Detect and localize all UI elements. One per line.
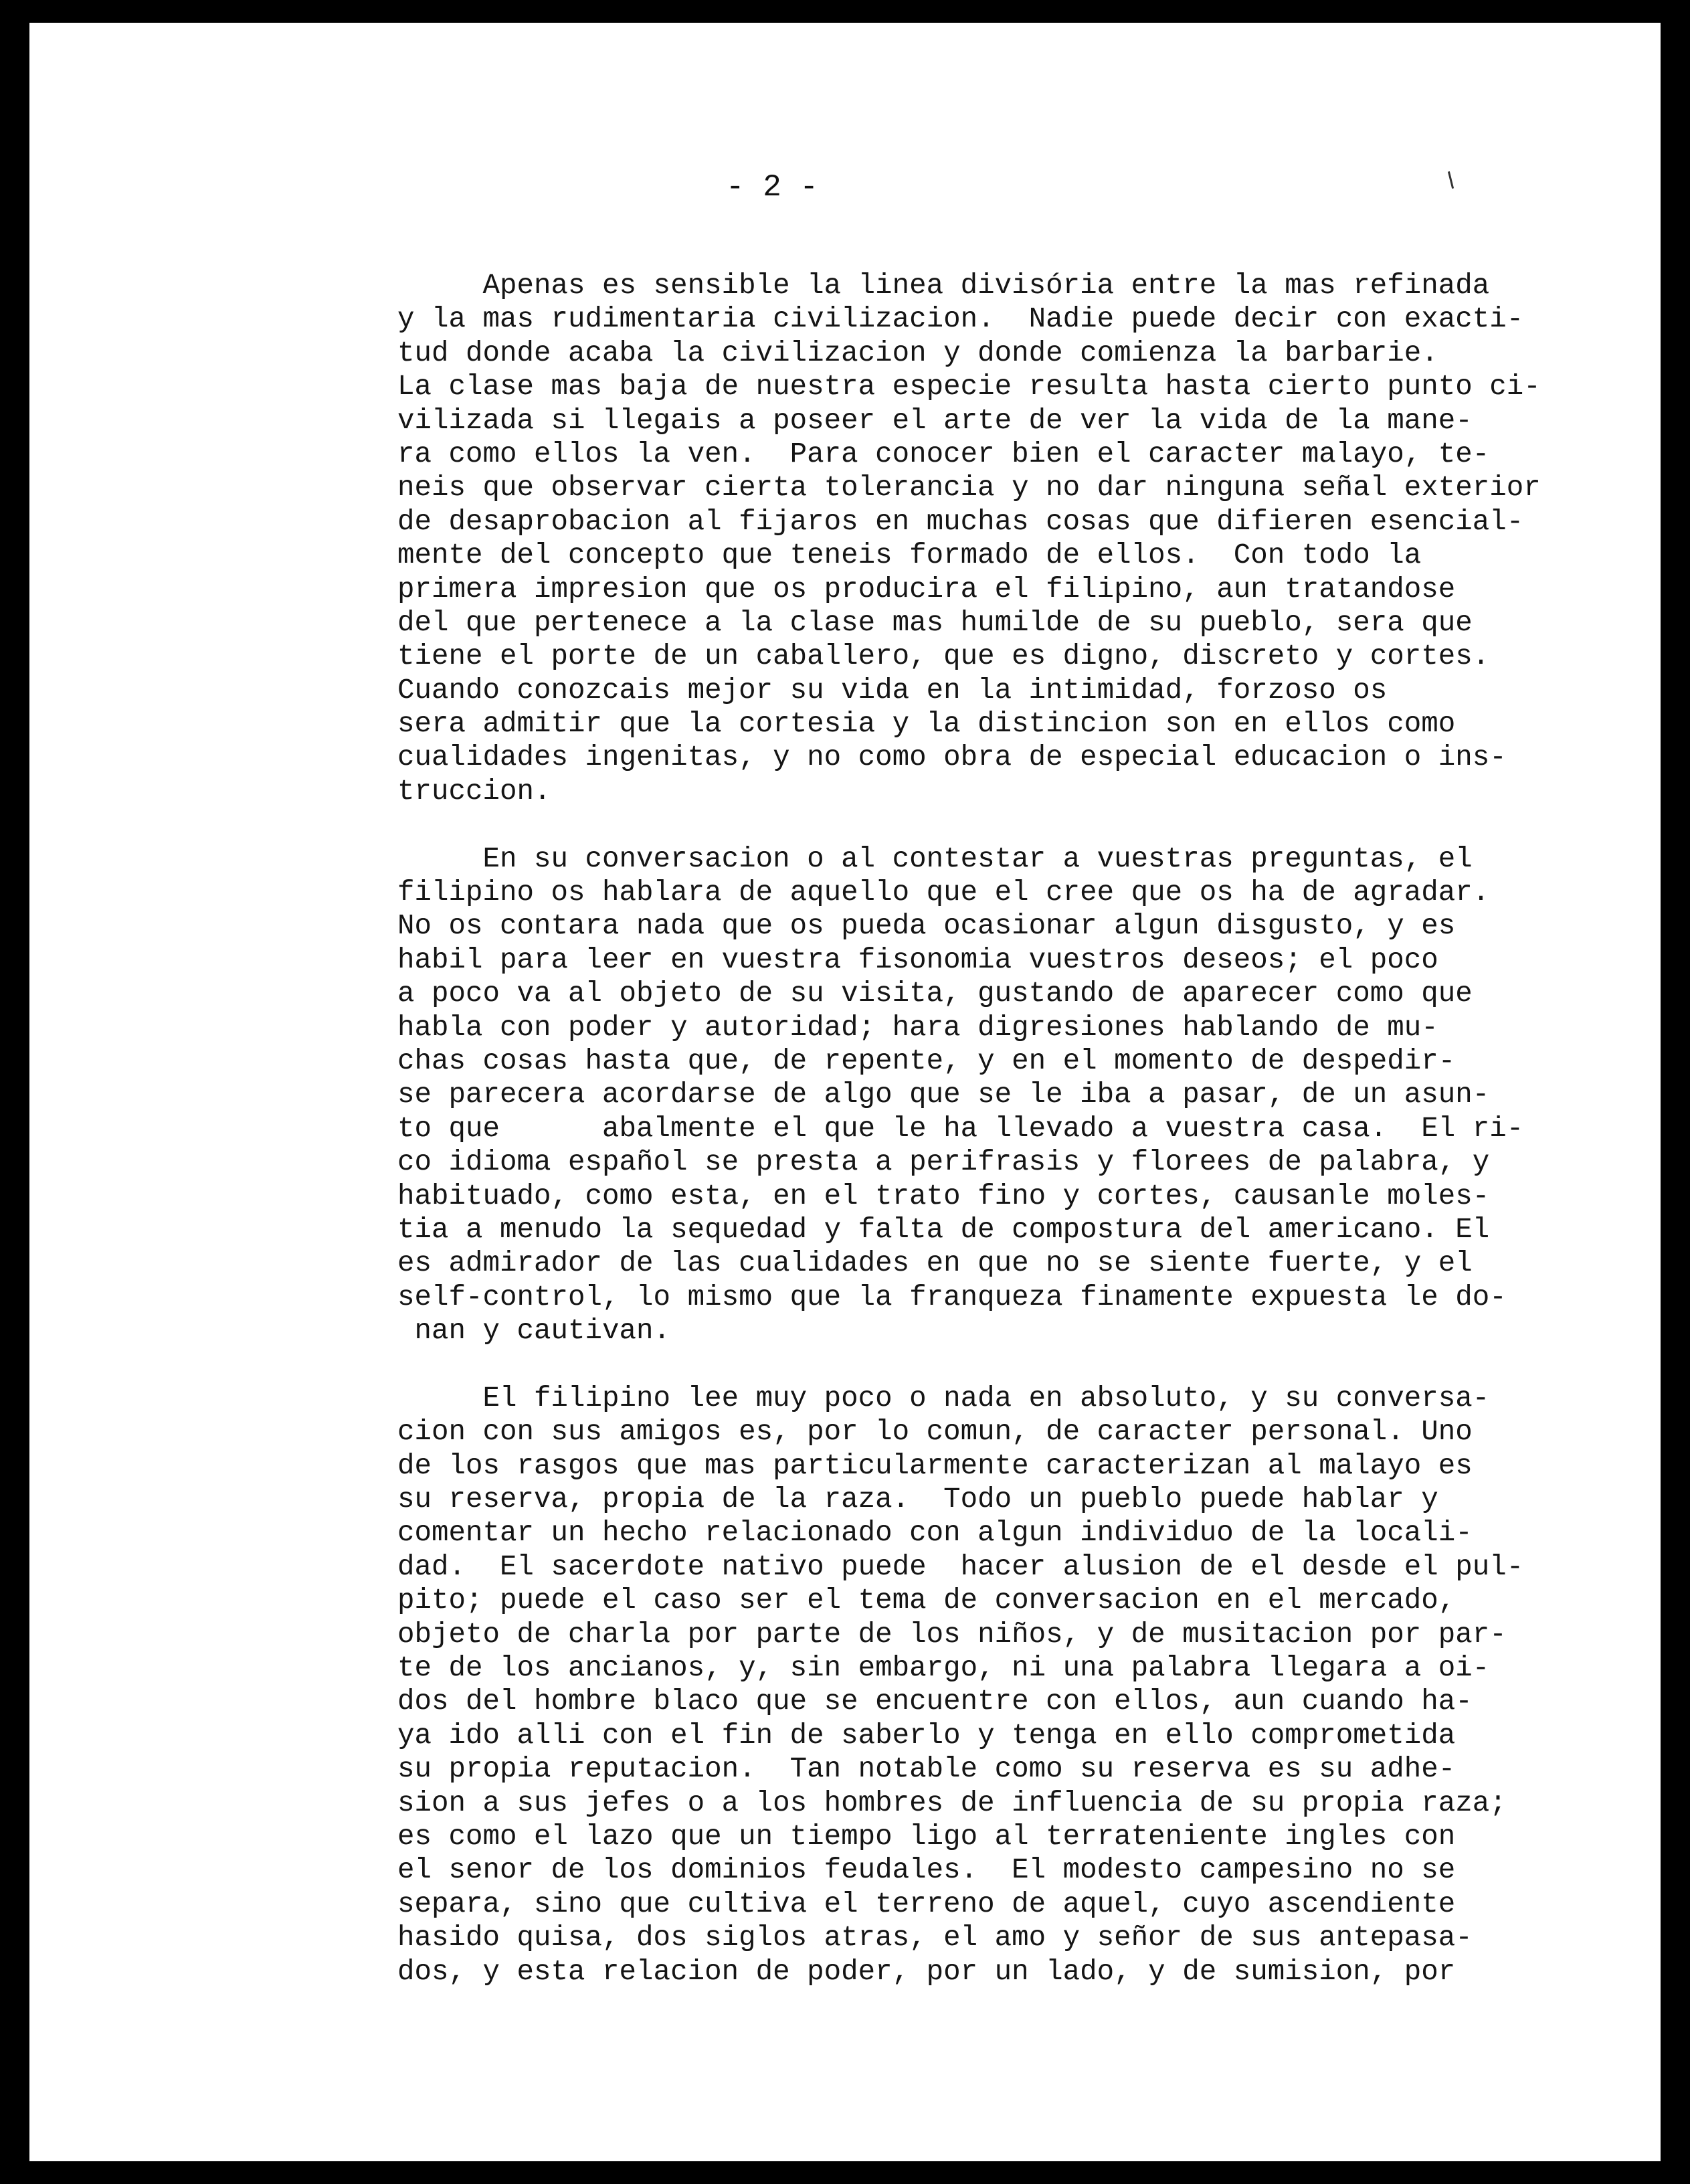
text-line: de los rasgos que mas particularmente caracterizan al malayo es xyxy=(397,1449,1473,1482)
text-line: dos del hombre blaco que se encuentre con ellos, aun cuando ha- xyxy=(397,1686,1473,1718)
paragraph-1 xyxy=(397,269,1615,808)
text-line: El filipino lee muy poco o nada en absoluto, y su conversa- xyxy=(397,1382,1490,1415)
text-line: objeto de charla por parte de los niños, y de musitacion por par- xyxy=(397,1618,1507,1651)
text-line: habil para leer en vuestra fisonomia vuestros deseos; el poco xyxy=(397,943,1438,976)
paragraph-3 xyxy=(397,1382,1615,1989)
text-line: sion a sus jefes o a los hombres de influencia de su propia raza; xyxy=(397,1787,1507,1819)
text-line: su propia reputacion. Tan notable como su reserva es su adhe- xyxy=(397,1753,1456,1786)
text-line: ya ido alli con el fin de saberlo y tenga en ello comprometida xyxy=(397,1719,1456,1752)
text-line: mente del concepto que teneis formado de ellos. Con todo la xyxy=(397,539,1422,572)
text-line: self-control, lo mismo que la franqueza finamente expuesta le do- xyxy=(397,1281,1507,1313)
paragraph-2 xyxy=(397,842,1615,1348)
text-line: tiene el porte de un caballero, que es digno, discreto y cortes. xyxy=(397,640,1490,673)
text-line: y la mas rudimentaria civilizacion. Nadie puede decir con exacti- xyxy=(397,303,1524,336)
text-line: La clase mas baja de nuestra especie resulta hasta cierto punto ci- xyxy=(397,371,1541,403)
text-line: te de los ancianos, y, sin embargo, ni una palabra llegara a oi- xyxy=(397,1652,1490,1685)
text-line: chas cosas hasta que, de repente, y en el momento de despedir- xyxy=(397,1044,1456,1077)
text-line: del que pertenece a la clase mas humilde de su pueblo, sera que xyxy=(397,606,1473,639)
text-line: filipino os hablara de aquello que el cree que os ha de agradar. xyxy=(397,877,1490,909)
text-line: dos, y esta relacion de poder, por un lado, y de sumision, por xyxy=(397,1955,1456,1988)
text-line: su reserva, propia de la raza. Todo un pueblo puede hablar y xyxy=(397,1483,1438,1516)
text-line: es como el lazo que un tiempo ligo al terrateniente ingles con xyxy=(397,1820,1456,1853)
text-line: se parecera acordarse de algo que se le iba a pasar, de un asun- xyxy=(397,1079,1490,1111)
page-number: - 2 - xyxy=(725,170,819,205)
text-line: a poco va al objeto de su visita, gustando de aparecer como que xyxy=(397,978,1473,1010)
text-line: Cuando conozcais mejor su vida en la intimidad, forzoso os xyxy=(397,674,1388,707)
text-line: habla con poder y autoridad; hara digresiones hablando de mu- xyxy=(397,1011,1438,1044)
body-text xyxy=(397,269,1615,2022)
document-page xyxy=(29,23,1661,2161)
text-line: dad. El sacerdote nativo puede hacer alusion de el desde el pul- xyxy=(397,1550,1524,1583)
text-line: comentar un hecho relacionado con algun individuo de la locali- xyxy=(397,1517,1473,1550)
text-line: neis que observar cierta tolerancia y no dar ninguna señal exterior xyxy=(397,472,1541,505)
text-line: pito; puede el caso ser el tema de conversacion en el mercado, xyxy=(397,1584,1456,1617)
text-line: truccion. xyxy=(397,775,551,808)
text-line: ra como ellos la ven. Para conocer bien el caracter malayo, te- xyxy=(397,438,1490,470)
text-line: co idioma español se presta a perifrasis y florees de palabra, y xyxy=(397,1146,1490,1179)
text-line: cion con sus amigos es, por lo comun, de caracter personal. Uno xyxy=(397,1416,1473,1449)
text-line: En su conversacion o al contestar a vuestras preguntas, el xyxy=(397,842,1473,875)
text-line: separa, sino que cultiva el terreno de aquel, cuyo ascendiente xyxy=(397,1888,1456,1920)
text-line: sera admitir que la cortesia y la distincion son en ellos como xyxy=(397,708,1456,741)
text-line: el senor de los dominios feudales. El modesto campesino no se xyxy=(397,1854,1456,1887)
text-line: Apenas es sensible la linea divisória entre la mas refinada xyxy=(397,270,1490,302)
text-line: hasido quisa, dos siglos atras, el amo y señor de sus antepasa- xyxy=(397,1922,1473,1954)
text-line: tud donde acaba la civilizacion y donde comienza la barbarie. xyxy=(397,337,1438,369)
text-line: No os contara nada que os pueda ocasionar algun disgusto, y es xyxy=(397,910,1456,943)
text-line: nan y cautivan. xyxy=(397,1315,671,1348)
text-line: habituado, como esta, en el trato fino y cortes, causanle moles- xyxy=(397,1180,1490,1212)
text-line: vilizada si llegais a poseer el arte de ver la vida de la mane- xyxy=(397,404,1473,437)
text-line: primera impresion que os producira el filipino, aun tratandose xyxy=(397,573,1456,606)
text-line: cualidades ingenitas, y no como obra de especial educacion o ins- xyxy=(397,741,1507,774)
text-line: tia a menudo la sequedad y falta de compostura del americano. El xyxy=(397,1213,1490,1246)
stray-pen-mark xyxy=(1448,171,1454,189)
text-line: es admirador de las cualidades en que no se siente fuerte, y el xyxy=(397,1247,1473,1280)
text-line: de desaprobacion al fijaros en muchas cosas que difieren esencial- xyxy=(397,505,1524,538)
text-line: to que abalmente el que le ha llevado a vuestra casa. El ri- xyxy=(397,1112,1524,1145)
